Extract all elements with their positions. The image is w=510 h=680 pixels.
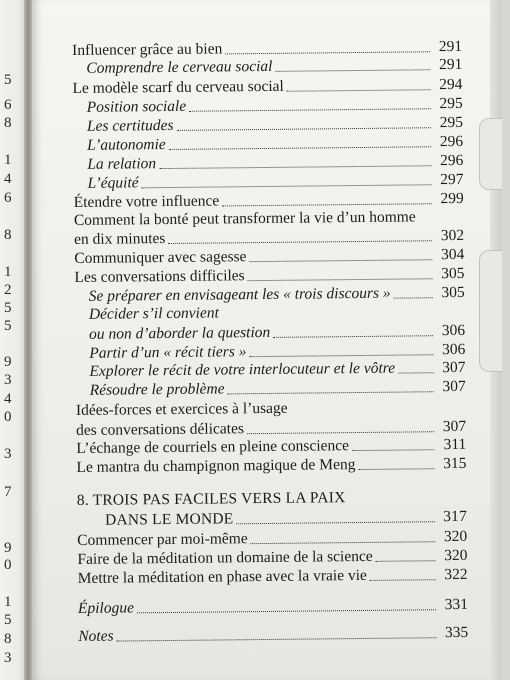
toc-entry-label: Commencer par moi-même	[77, 530, 248, 549]
margin-digit: 7	[4, 484, 12, 500]
margin-digit: 4	[4, 391, 12, 407]
leader-dots	[352, 449, 434, 451]
leader-dots	[370, 579, 436, 581]
chapter-heading: 8. TROIS PAS FACILES VERS LA PAIX	[76, 489, 346, 509]
toc-entry-label: Position sociale	[86, 97, 187, 116]
leader-dots	[168, 240, 432, 244]
toc-page-number: 317	[443, 507, 468, 526]
margin-digit: 9	[4, 540, 12, 556]
leader-dots	[250, 259, 433, 262]
toc-entry-label: en dix minutes	[74, 230, 166, 248]
toc-page-number: 295	[439, 113, 463, 132]
margin-digit: 0	[4, 557, 12, 573]
toc-page-number: 307	[442, 377, 466, 396]
toc-entry-label: L’autonomie	[87, 136, 166, 154]
margin-digit: 8	[4, 227, 12, 243]
margin-digit: 9	[4, 354, 12, 370]
toc-entry-label: Mettre la méditation en phase avec la vraie vie	[77, 566, 367, 587]
leader-dots	[275, 69, 430, 72]
toc-entry-label: Comprendre le cerveau social	[86, 57, 273, 77]
leader-dots	[137, 609, 436, 613]
toc-entry-label: Étendre votre influence	[73, 192, 220, 211]
toc-page-number: 335	[444, 623, 469, 642]
margin-digit: 8	[4, 631, 12, 647]
toc-page-number: 305	[441, 283, 465, 302]
margin-digit: 1	[4, 594, 12, 610]
toc-page-number: 299	[440, 189, 464, 208]
toc-entry-label: Faire de la méditation un domaine de la science	[77, 547, 373, 568]
toc-page-number: 331	[444, 595, 469, 614]
margin-digit: 6	[4, 190, 12, 206]
toc-page-number: 291	[438, 37, 463, 56]
toc-page-number: 315	[443, 454, 467, 473]
toc-page-number: 305	[441, 264, 465, 283]
leader-dots	[117, 637, 437, 641]
margin-digit: 5	[4, 72, 12, 88]
toc-entry-label: Notes	[78, 627, 114, 645]
margin-digit: 6	[4, 97, 12, 113]
leader-dots	[189, 108, 431, 112]
leader-dots	[228, 391, 434, 394]
toc-page-number: 322	[444, 565, 468, 584]
toc-page-number: 295	[439, 94, 463, 113]
toc-page-number: 307	[442, 358, 466, 377]
toc-entry-label: Épilogue	[77, 599, 135, 617]
toc-entry-label: Influencer grâce au bien	[72, 40, 223, 59]
toc-entry-label: La relation	[87, 155, 157, 173]
leader-dots	[273, 335, 433, 338]
margin-digit: 3	[4, 372, 12, 388]
toc-page-number: 302	[440, 226, 465, 245]
leader-dots	[248, 278, 433, 281]
toc-entry-label: L’échange de courriels en pleine conscience	[76, 437, 350, 457]
leader-dots	[159, 165, 431, 169]
toc-entry-label: Décider s’il convient	[88, 304, 219, 323]
toc-entry-label: des conversations délicates	[76, 420, 245, 439]
toc-entry-label: Les conversations difficiles	[74, 267, 245, 286]
margin-digit: 3	[4, 446, 12, 462]
leader-dots	[222, 203, 432, 206]
toc-page-number: 297	[440, 170, 464, 189]
toc-page-number: 291	[438, 55, 463, 74]
margin-digit: 8	[4, 115, 12, 131]
toc-entry-label: Explorer le récit de votre interlocuteur et le vôtre	[89, 359, 396, 380]
leader-dots	[169, 146, 431, 150]
toc-page-number: 306	[441, 321, 466, 340]
toc-page-number: 296	[439, 132, 464, 151]
margin-digit: 1	[4, 152, 12, 168]
toc-page-number: 304	[440, 245, 465, 264]
leader-dots	[358, 468, 434, 470]
margin-digit: 0	[4, 409, 12, 425]
margin-digit: 5	[4, 300, 12, 316]
toc-entry-label: Comment la bonté peut transformer la vie d’un homme	[73, 208, 416, 229]
facing-page-edge	[0, 0, 26, 680]
leader-dots	[249, 354, 433, 357]
margin-digit: 4	[4, 171, 12, 187]
toc-entry-label: Le modèle scarf du cerveau social	[72, 77, 284, 97]
toc-page-number: 307	[442, 417, 467, 436]
toc-entry-label: Se préparer en envisageant les « trois discours »	[88, 284, 391, 305]
toc-page-number: 294	[439, 75, 463, 94]
toc-entry-label: Idées-forces et exercices à l’usage	[75, 399, 288, 419]
toc-entry-label: Partir d’un « récit tiers »	[89, 343, 247, 362]
margin-digit: 3	[4, 650, 12, 666]
toc-page-number: 311	[443, 435, 467, 454]
toc-page-number: 306	[441, 340, 466, 359]
index-tab	[479, 250, 502, 372]
leader-dots	[287, 89, 431, 92]
margin-digit: 1	[4, 264, 12, 280]
leader-dots	[398, 372, 433, 373]
toc-entry-label: DANS LE MONDE	[104, 510, 234, 529]
toc-entry-label: Résoudre le problème	[89, 380, 225, 399]
toc-entry-label: Communiquer avec sagesse	[74, 248, 247, 267]
toc-page-number: 320	[444, 546, 468, 565]
leader-dots	[176, 127, 430, 131]
toc-entry-label: ou non d’aborder la question	[89, 323, 271, 343]
index-tab	[479, 118, 502, 190]
margin-digit: 5	[4, 612, 12, 628]
toc-entry-label: L’équité	[87, 174, 139, 192]
toc-page-number: 320	[443, 527, 468, 546]
margin-digit: 5	[4, 318, 12, 334]
toc-page-number: 296	[439, 151, 464, 170]
leader-dots	[394, 297, 433, 298]
leader-dots	[376, 560, 436, 562]
leader-dots	[142, 184, 432, 188]
margin-digit: 2	[4, 282, 12, 298]
leader-dots	[225, 51, 430, 54]
leader-dots	[247, 431, 434, 434]
toc-entry-label: Le mantra du champignon magique de Meng	[76, 456, 356, 476]
toc-entry-label: Les certitudes	[86, 116, 174, 135]
leader-dots	[251, 541, 436, 544]
leader-dots	[236, 521, 435, 524]
